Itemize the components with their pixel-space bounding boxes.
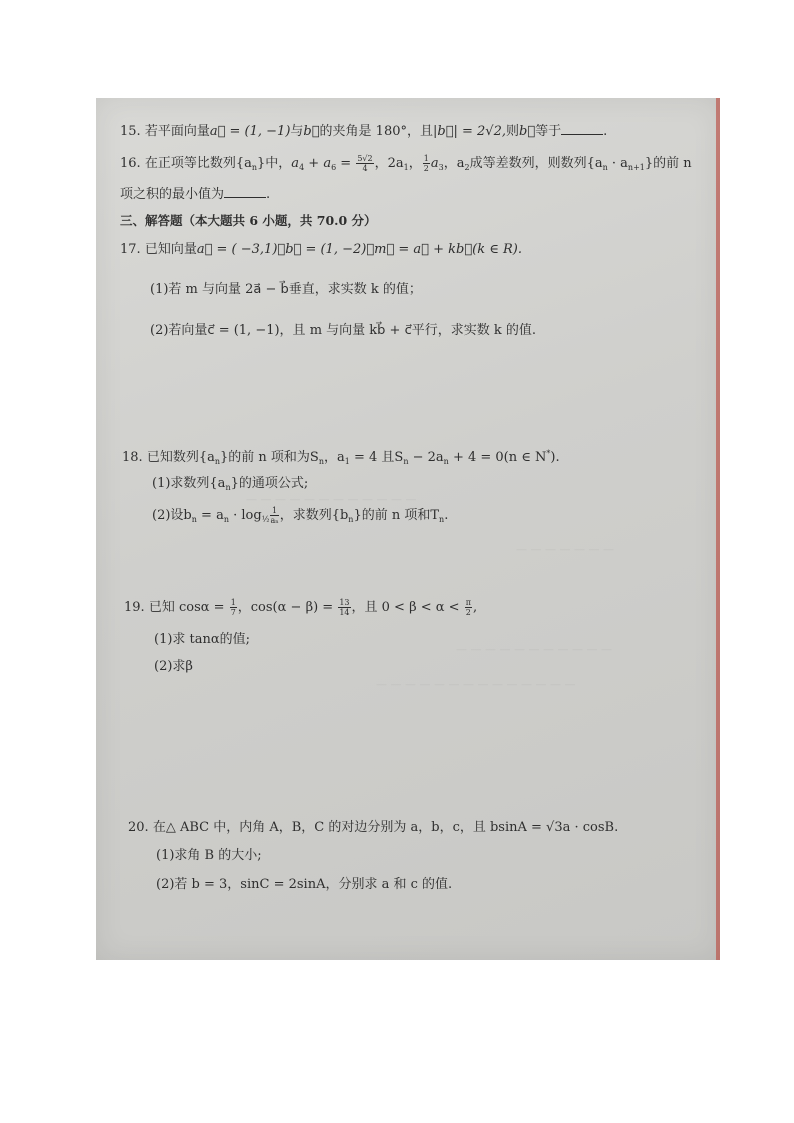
question-18-part-2: (2)设$b_n = a_n \cdot \log_{\frac{1}{2}}$ $\frac{1}{\text{aₙ}}$ ，求数列$\{b_n\}$的前 n 项和$T_n$. bbox=[152, 506, 449, 525]
fraction: $\frac{\pi}{2}$ bbox=[465, 598, 471, 617]
question-18-part-1: (1)求数列$\{a_n\}$的通项公式; bbox=[152, 476, 309, 492]
fraction: $\frac{1}{2}$ bbox=[423, 154, 429, 173]
exam-paper-photo bbox=[96, 98, 720, 960]
bleed-through-text: — — — — — — — — — — — — bbox=[246, 493, 417, 506]
fraction: $\frac{5√2}{4}$ bbox=[357, 154, 373, 173]
question-20-part-1: (1)求角 B 的大小; bbox=[156, 848, 262, 863]
question-20: 20. 在△ ABC 中，内角 A，B，C 的对边分别为 a，b，c，且 bsinA = √3a · cosB. bbox=[128, 820, 619, 835]
question-19-part-2: (2)求β bbox=[154, 659, 193, 674]
question-19-part-1: (1)求 tanα的值; bbox=[154, 632, 251, 647]
fraction: $\frac{1}{\text{aₙ}}$ bbox=[270, 506, 279, 525]
answer-blank[interactable] bbox=[561, 124, 603, 135]
question-15: 15. 若平面向量a⃗ = (1, −1)与b⃗的夹角是 180°，且|b⃗| = 2√2,则b⃗等于 . bbox=[120, 124, 608, 139]
question-16: 16. 在正项等比数列$\{a_n\}$中，$a_4 + a_6$ = $\frac{5√2}{4}$ ，$2a_1$， $\frac{1}{2}$ $a_3$，$a_2$成等差数列，则数列$\{a_n \cdot a_{n+1}\}$的前 n bbox=[120, 154, 692, 173]
question-18: 18. 已知数列$\{a_n\}$的前 n 项和为$S_n$，$a_1 = 4$ 且$S_n - 2a_n + 4 = 0(n$ ∈ N*). bbox=[122, 449, 560, 466]
paper-edge-stain bbox=[716, 98, 720, 960]
question-16-line-2: 项之积的最小值为 . bbox=[120, 187, 271, 202]
question-20-part-2: (2)若 b = 3，sinC = 2sinA，分别求 a 和 c 的值. bbox=[156, 877, 453, 892]
bleed-through-text: — — — — — — — — — — — bbox=[456, 643, 612, 656]
fraction: $\frac{1}{7}$ bbox=[230, 598, 236, 617]
bleed-through-text: — — — — — — — bbox=[516, 543, 614, 556]
answer-blank[interactable] bbox=[224, 187, 266, 198]
bleed-through-text: — — — — — — — — — — — — — — bbox=[376, 678, 576, 691]
question-17: 17. 已知向量a⃗ = ( −3,1)，b⃗ = (1, −2)，m⃗ = a⃗ + kb⃗(k ∈ R). bbox=[120, 242, 522, 257]
section-header: 三、解答题（本大题共 6 小题，共 70.0 分） bbox=[120, 213, 377, 228]
question-19: 19. 已知 cosα = $\frac{1}{7}$ ，cos(α − β) = $\frac{13}{14}$ ，且 0 < β < α < $\frac{\pi}{2}$ , bbox=[124, 598, 478, 617]
question-17-part-2: (2)若向量c⃗ = (1, −1)，且 m 与向量 kb⃗ + c⃗平行，求实数 k 的值. bbox=[150, 323, 536, 338]
question-17-part-1: (1)若 m 与向量 2a⃗ − b⃗垂直，求实数 k 的值； bbox=[150, 282, 422, 297]
fraction: $\frac{13}{14}$ bbox=[339, 598, 350, 617]
